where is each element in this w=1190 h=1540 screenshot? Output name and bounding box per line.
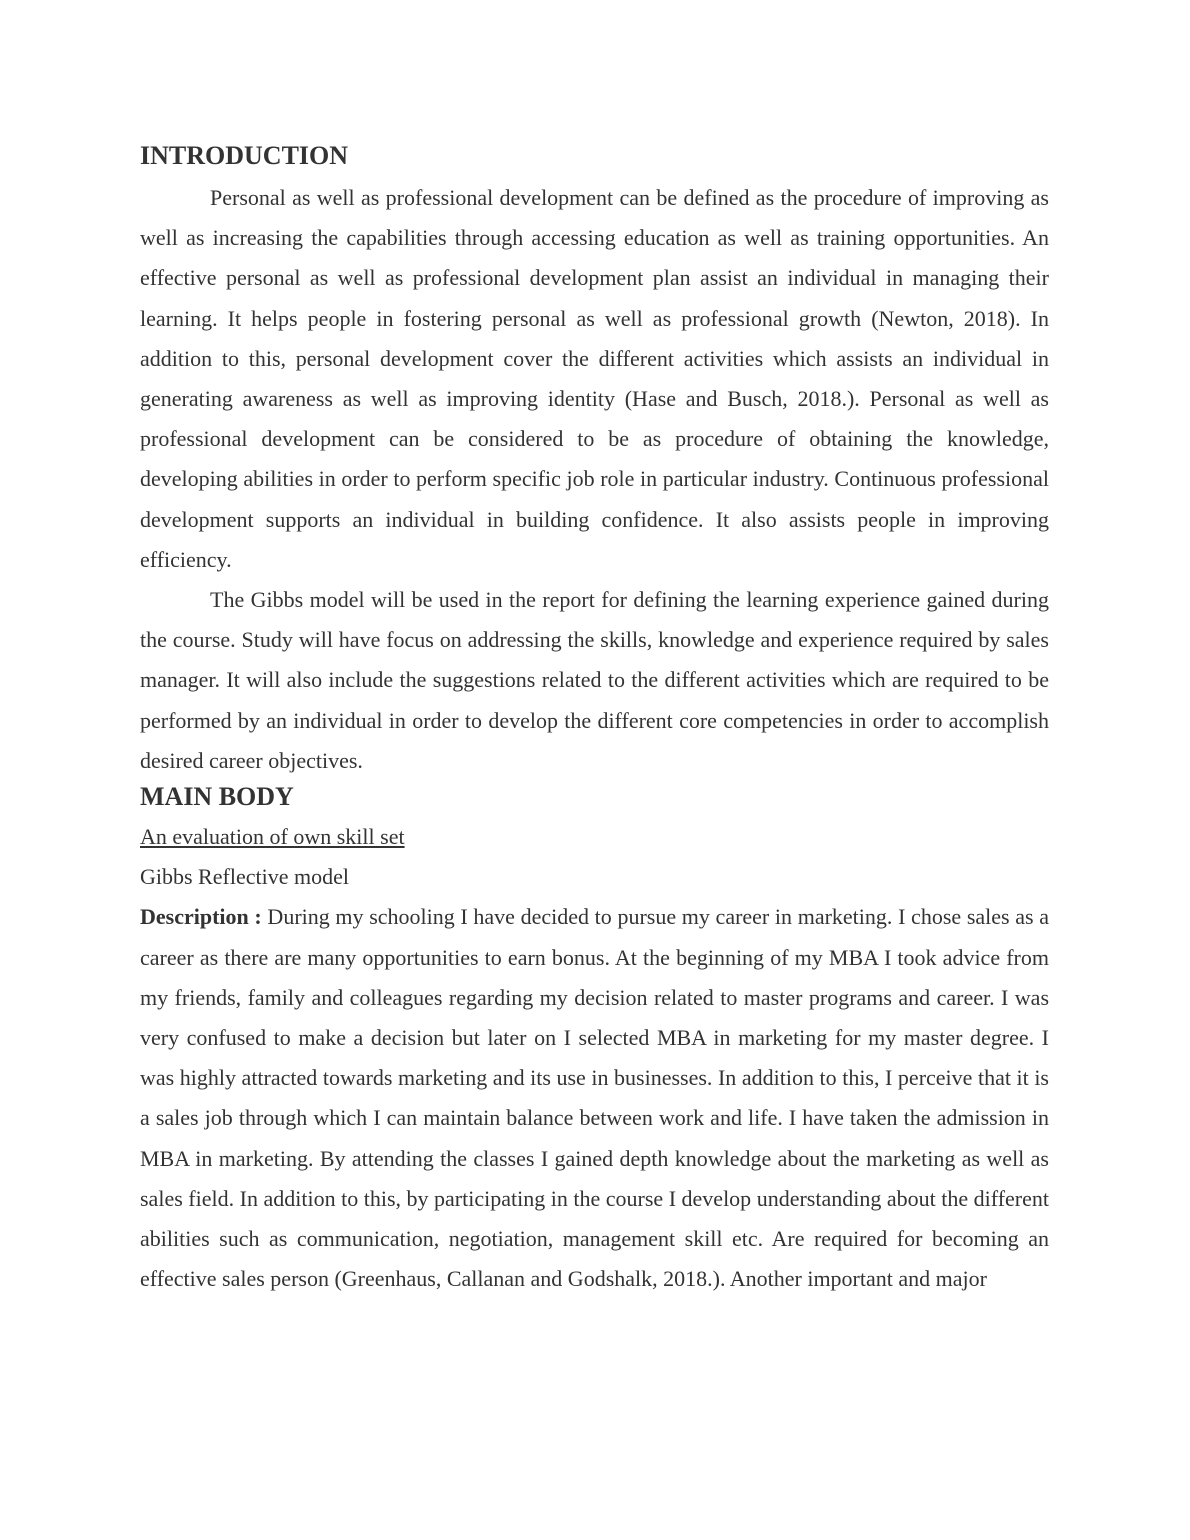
description-label: Description : [140, 904, 262, 930]
description-text: During my schooling I have decided to pursue my career in marketing. I chose sales as a career as there are many opportunities to earn bonus. At the beginning of my MBA I took advice from my friends, family and colleagues regarding my decision related to master programs and career. I was very confused to make a decision but later on I selected MBA in marketing for my master degree. I was highly attracted towards marketing and its use in businesses. In addition to this, I perceive that it is a sales job through which I can maintain balance between work and life. I have taken the admission in MBA in marketing. By attending the classes I gained depth knowledge about the marketing as well as sales field. In addition to this, by participating in the course I develop understanding about the different abilities such as communication, negotiation, management skill etc. Are required for becoming an effective sales person (Greenhaus, Callanan and Godshalk, 2018.). Another important and major [140, 904, 1050, 1292]
introduction-heading: INTRODUCTION [140, 141, 349, 170]
gibbs-model-title: Gibbs Reflective model [140, 864, 349, 890]
introduction-paragraph-1: Personal as well as professional development can be defined as the procedure of improving as well as increasing the capabilities through accessing education as well as training opportunities. An effective personal as well as professional development plan assist an individual in managing their learning. It helps people in fostering personal as well as professional growth (Newton, 2018). In addition to this, personal development cover the different activities which assists an individual in generating awareness as well as improving identity (Hase and Busch, 2018.). Personal as well as professional development can be considered to be as procedure of obtaining the knowledge, developing abilities in order to perform specific job role in particular industry. Continuous professional development supports an individual in building confidence. It also assists people in improving efficiency. [140, 185, 1049, 572]
document-page [140, 138, 1049, 1299]
skill-set-subheading: An evaluation of own skill set [140, 824, 405, 850]
main-body-heading: MAIN BODY [140, 782, 294, 812]
introduction-paragraph-2: The Gibbs model will be used in the report for defining the learning experience gained during the course. Study will have focus on addressing the skills, knowledge and experience required by sales manager. It will also include the suggestions related to the different activities which are required to be performed by an individual in order to develop the different core competencies in order to accomplish desired career objectives. [140, 587, 1049, 773]
description-paragraph [140, 897, 1049, 1299]
